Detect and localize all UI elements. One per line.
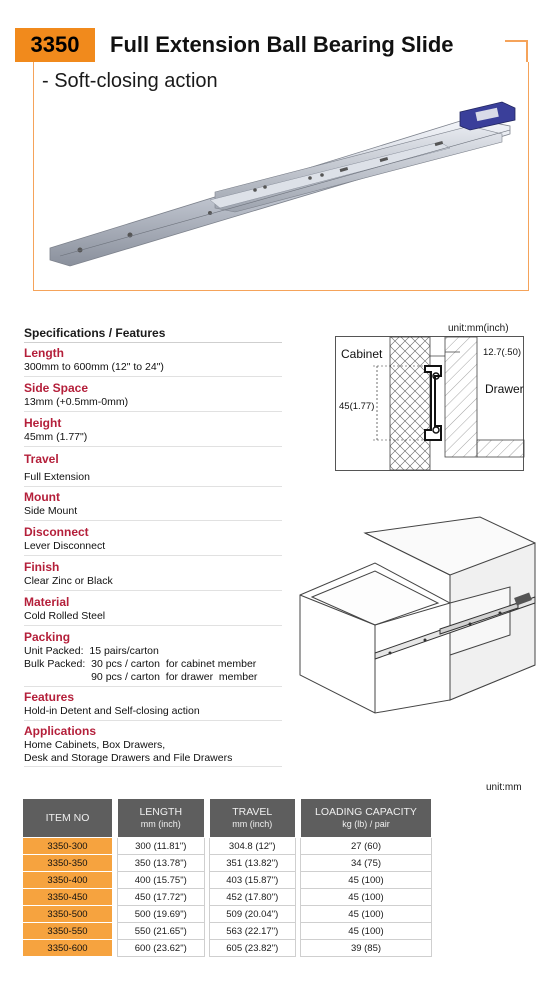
travel-cell: 509 (20.04") — [209, 906, 296, 923]
travel-cell: 351 (13.82") — [209, 855, 296, 872]
travel-cell: 563 (22.17") — [209, 923, 296, 940]
spec-travel — [24, 452, 294, 484]
column-header-length: LENGTH mm (inch) — [118, 799, 205, 838]
spec-side-space — [24, 381, 294, 409]
title-rule — [505, 40, 527, 42]
specifications-table — [22, 798, 432, 957]
spec-label: Height — [24, 416, 62, 430]
divider — [24, 625, 282, 626]
height-dimension: 45(1.77) — [339, 401, 375, 412]
spec-length — [24, 346, 294, 374]
slide-product-image — [40, 90, 520, 280]
spec-value: Cold Rolled Steel — [24, 610, 106, 622]
length-cell: 400 (15.75") — [118, 872, 205, 889]
travel-cell: 403 (15.87") — [209, 872, 296, 889]
divider — [24, 446, 282, 447]
spec-label: Material — [24, 595, 70, 609]
length-cell: 450 (17.72") — [118, 889, 205, 906]
item-number: 3350-500 — [23, 906, 113, 923]
spec-value: Hold-in Detent and Self-closing action — [24, 705, 200, 717]
spec-value: Unit Packed: 15 pairs/carton Bulk Packed: 30 pcs / carton for cabinet member 90 pcs / carton for drawer member — [24, 645, 258, 683]
spec-value: Side Mount — [24, 505, 78, 517]
travel-cell: 452 (17.80") — [209, 889, 296, 906]
item-number: 3350-550 — [23, 923, 113, 940]
table-row — [23, 855, 432, 872]
item-number: 3350-450 — [23, 889, 113, 906]
load-cell: 27 (60) — [301, 838, 432, 855]
divider — [24, 686, 282, 687]
length-cell: 500 (19.69") — [118, 906, 205, 923]
column-header-item: ITEM NO — [23, 799, 113, 838]
load-cell: 45 (100) — [301, 923, 432, 940]
divider — [24, 342, 282, 343]
table-row — [23, 940, 432, 957]
spec-label: Features — [24, 690, 75, 704]
load-cell: 39 (85) — [301, 940, 432, 957]
side-space-dimension: 12.7(.50) — [483, 347, 522, 358]
spec-label: Packing — [24, 630, 71, 644]
spec-label: Applications — [24, 724, 97, 738]
length-cell: 600 (23.62") — [118, 940, 205, 957]
model-badge: 3350 — [15, 28, 95, 62]
spec-label: Travel — [24, 452, 59, 466]
item-number: 3350-600 — [23, 940, 113, 957]
divider — [24, 555, 282, 556]
spec-material — [24, 595, 294, 623]
spec-label: Length — [24, 346, 64, 360]
divider — [24, 411, 282, 412]
product-title: Full Extension Ball Bearing Slide — [110, 32, 454, 57]
table-row — [23, 906, 432, 923]
spec-finish — [24, 560, 294, 588]
divider — [24, 590, 282, 591]
spec-value: Home Cabinets, Box Drawers, Desk and Storage Drawers and File Drawers — [24, 739, 233, 764]
spec-value: 13mm (+0.5mm-0mm) — [24, 396, 129, 408]
table-header-row — [23, 799, 432, 838]
spec-label: Mount — [24, 490, 60, 504]
length-cell: 550 (21.65") — [118, 923, 205, 940]
divider — [24, 376, 282, 377]
spec-label: Side Space — [24, 381, 89, 395]
spec-label: Finish — [24, 560, 60, 574]
unit-label: unit:mm(inch) — [448, 323, 509, 334]
travel-cell: 304.8 (12") — [209, 838, 296, 855]
load-cell: 45 (100) — [301, 906, 432, 923]
item-number: 3350-350 — [23, 855, 113, 872]
spec-features — [24, 690, 294, 718]
cross-section-diagram — [335, 336, 525, 471]
travel-cell: 605 (23.82") — [209, 940, 296, 957]
tagline: - Soft-closing action — [42, 70, 218, 92]
spec-label: Disconnect — [24, 525, 89, 539]
spec-applications — [24, 724, 294, 765]
spec-packing — [24, 630, 294, 684]
specs-heading: Specifications / Features — [24, 326, 166, 340]
cabinet-label: Cabinet — [341, 347, 383, 361]
load-cell: 34 (75) — [301, 855, 432, 872]
divider — [24, 520, 282, 521]
item-number: 3350-400 — [23, 872, 113, 889]
table-row — [23, 838, 432, 855]
load-cell: 45 (100) — [301, 889, 432, 906]
item-number: 3350-300 — [23, 838, 113, 855]
drawer-installation-illustration — [290, 515, 540, 715]
spec-value: Clear Zinc or Black — [24, 575, 113, 587]
length-cell: 350 (13.78") — [118, 855, 205, 872]
drawer-label: Drawer — [485, 382, 524, 396]
spec-mount — [24, 490, 294, 518]
spec-value: Lever Disconnect — [24, 540, 106, 552]
divider — [24, 486, 282, 487]
spec-disconnect — [24, 525, 294, 553]
load-cell: 45 (100) — [301, 872, 432, 889]
spec-height — [24, 416, 294, 444]
length-cell: 300 (11.81") — [118, 838, 205, 855]
title-rule-vertical — [526, 40, 528, 62]
table-row — [23, 889, 432, 906]
spec-value: Full Extension — [24, 471, 90, 483]
divider — [24, 766, 282, 767]
spec-value: 45mm (1.77") — [24, 431, 88, 443]
column-header-travel: TRAVEL mm (inch) — [209, 799, 296, 838]
table-row — [23, 923, 432, 940]
column-header-loading-capacity: LOADING CAPACITY kg (lb) / pair — [301, 799, 432, 838]
divider — [24, 720, 282, 721]
unit-label: unit:mm — [486, 782, 522, 793]
spec-value: 300mm to 600mm (12" to 24") — [24, 361, 164, 373]
table-row — [23, 872, 432, 889]
